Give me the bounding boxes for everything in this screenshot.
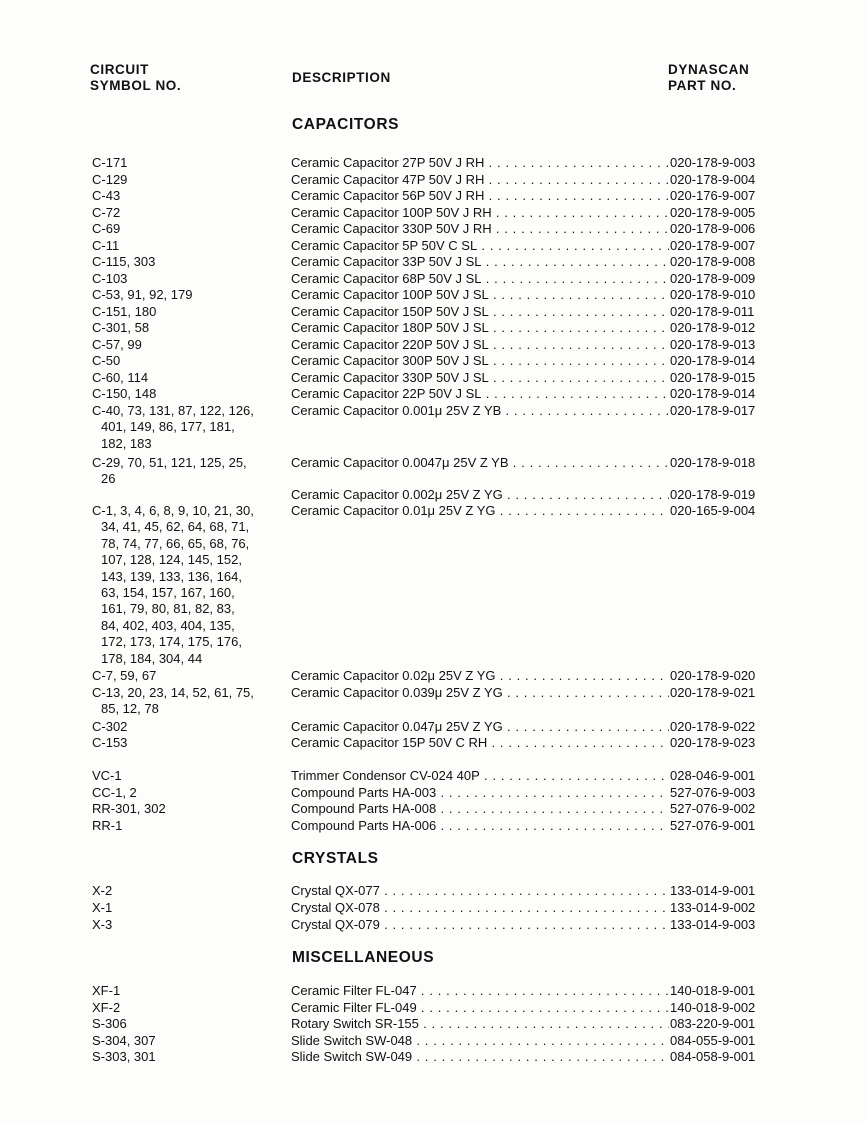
symbol-line: RR-301, 302 <box>92 801 166 816</box>
row-part-number: 020-176-9-007 <box>670 188 756 203</box>
symbol-line: C-72 <box>92 205 121 220</box>
row-description: Ceramic Capacitor 0.02μ 25V Z YG . . . <box>291 668 669 684</box>
row-symbol <box>92 883 288 899</box>
symbol-line: 78, 74, 77, 66, 65, 68, 76, <box>101 535 250 551</box>
row-description: Ceramic Capacitor 0.047μ 25V Z YG . . . <box>291 719 669 735</box>
symbol-line: C-301, 58 <box>92 320 150 335</box>
row-description: Ceramic Capacitor 300P 50V J SL . . . <box>291 353 669 369</box>
symbol-line: XF-1 <box>92 983 121 998</box>
row-symbol <box>92 271 288 287</box>
row-symbol <box>92 287 288 303</box>
symbol-line: C-13, 20, 23, 14, 52, 61, 75, <box>92 685 254 700</box>
row-symbol <box>92 801 288 817</box>
row-description: Ceramic Capacitor 27P 50V J RH . . . <box>291 155 669 171</box>
row-part-number: 020-165-9-004 <box>670 503 756 518</box>
row-symbol <box>92 917 288 933</box>
row-symbol <box>92 188 288 204</box>
row-description: Ceramic Capacitor 33P 50V J SL . . . <box>291 254 669 270</box>
row-description: Ceramic Capacitor 0.0047μ 25V Z YB . . . <box>291 455 669 471</box>
part-no-label: PART NO. <box>668 78 737 93</box>
symbol-line: 178, 184, 304, 44 <box>101 650 203 666</box>
row-description: Ceramic Capacitor 56P 50V J RH . . . <box>291 188 669 204</box>
row-part-number: 020-178-9-011 <box>670 304 755 319</box>
row-part-number: 020-178-9-023 <box>670 735 756 750</box>
description-header: DESCRIPTION <box>292 70 391 85</box>
row-symbol <box>92 337 288 353</box>
symbol-line: C-40, 73, 131, 87, 122, 126, <box>92 403 254 418</box>
row-symbol <box>92 455 288 488</box>
symbol-line: C-11 <box>92 238 120 253</box>
row-description: Ceramic Capacitor 100P 50V J RH . . . <box>291 205 669 221</box>
symbol-line: C-302 <box>92 719 128 734</box>
row-symbol <box>92 403 288 452</box>
symbol-line: RR-1 <box>92 818 123 833</box>
row-description: Crystal QX-077 . . . <box>291 883 669 899</box>
symbol-line: 26 <box>101 471 116 487</box>
symbol-line: C-69 <box>92 221 121 236</box>
row-part-number: 084-058-9-001 <box>670 1049 756 1064</box>
row-symbol <box>92 1016 288 1032</box>
row-part-number: 020-178-9-005 <box>670 205 756 220</box>
symbol-line: C-153 <box>92 735 128 750</box>
row-description: Slide Switch SW-049 . . . <box>291 1049 669 1065</box>
row-part-number: 020-178-9-014 <box>670 353 756 368</box>
symbol-line: 161, 79, 80, 81, 82, 83, <box>101 601 235 617</box>
row-description: Rotary Switch SR-155 . . . <box>291 1016 669 1032</box>
row-part-number: 020-178-9-008 <box>670 254 756 269</box>
row-symbol <box>92 818 288 834</box>
row-part-number: 020-178-9-012 <box>670 320 756 335</box>
row-description: Ceramic Capacitor 150P 50V J SL . . . <box>291 304 669 320</box>
row-symbol <box>92 320 288 336</box>
row-symbol <box>92 983 288 999</box>
symbol-line: 107, 128, 124, 145, 152, <box>101 552 242 568</box>
row-description: Ceramic Capacitor 0.002μ 25V Z YG . . . <box>291 487 669 503</box>
row-part-number: 020-178-9-020 <box>670 668 756 683</box>
row-description: Crystal QX-079 . . . <box>291 917 669 933</box>
row-part-number: 527-076-9-001 <box>670 818 756 833</box>
row-part-number: 020-178-9-013 <box>670 337 756 352</box>
symbol-line: C-129 <box>92 172 128 187</box>
row-part-number: 084-055-9-001 <box>670 1033 756 1048</box>
symbol-line: C-103 <box>92 271 128 286</box>
symbol-line: 401, 149, 86, 177, 181, <box>101 419 235 435</box>
row-part-number: 020-178-9-003 <box>670 155 756 170</box>
row-description: Slide Switch SW-048 . . . <box>291 1033 669 1049</box>
row-symbol <box>92 503 288 667</box>
row-description: Compound Parts HA-003 . . . <box>291 785 669 801</box>
section-title-capacitors: CAPACITORS <box>292 116 400 133</box>
row-part-number: 133-014-9-002 <box>670 900 756 915</box>
section-title-crystals: CRYSTALS <box>292 850 379 867</box>
row-symbol <box>92 370 288 386</box>
row-part-number: 020-178-9-010 <box>670 287 756 302</box>
row-symbol <box>92 668 288 684</box>
row-description: Ceramic Capacitor 5P 50V C SL . . . <box>291 238 669 254</box>
row-description: Ceramic Filter FL-047 . . . <box>291 983 669 999</box>
row-part-number: 140-018-9-002 <box>670 1000 756 1015</box>
row-part-number: 140-018-9-001 <box>670 983 756 998</box>
row-description: Ceramic Capacitor 330P 50V J SL . . . <box>291 370 669 386</box>
row-part-number: 020-178-9-017 <box>670 403 756 418</box>
row-part-number: 020-178-9-021 <box>670 685 756 700</box>
row-part-number: 020-178-9-007 <box>670 238 756 253</box>
row-part-number: 527-076-9-002 <box>670 801 756 816</box>
row-description: Ceramic Capacitor 15P 50V C RH . . . <box>291 735 669 751</box>
row-description: Ceramic Capacitor 68P 50V J SL . . . <box>291 271 669 287</box>
symbol-line: 84, 402, 403, 404, 135, <box>101 617 235 633</box>
row-part-number: 020-178-9-018 <box>670 455 756 470</box>
symbol-line: C-60, 114 <box>92 370 149 385</box>
symbol-line: 34, 41, 45, 62, 64, 68, 71, <box>101 519 250 535</box>
row-symbol <box>92 768 288 784</box>
row-symbol <box>92 735 288 751</box>
symbol-line: C-7, 59, 67 <box>92 668 157 683</box>
row-symbol <box>92 900 288 916</box>
row-description: Ceramic Capacitor 22P 50V J SL . . . <box>291 386 669 402</box>
symbol-line: CC-1, 2 <box>92 785 137 800</box>
row-part-number: 020-178-9-014 <box>670 386 756 401</box>
row-part-number: 028-046-9-001 <box>670 768 756 783</box>
symbol-line: S-304, 307 <box>92 1033 156 1048</box>
row-description: Ceramic Capacitor 220P 50V J SL . . . <box>291 337 669 353</box>
row-description: Trimmer Condensor CV-024 40P . . . <box>291 768 669 784</box>
symbol-line: X-3 <box>92 917 113 932</box>
symbol-line: C-29, 70, 51, 121, 125, 25, <box>92 455 247 470</box>
row-description: Ceramic Capacitor 330P 50V J RH . . . <box>291 221 669 237</box>
row-part-number: 020-178-9-006 <box>670 221 756 236</box>
row-part-number: 083-220-9-001 <box>670 1016 756 1031</box>
row-symbol <box>92 221 288 237</box>
symbol-line: C-57, 99 <box>92 337 142 352</box>
row-part-number: 133-014-9-001 <box>670 883 756 898</box>
row-symbol <box>92 205 288 221</box>
row-part-number: 020-178-9-004 <box>670 172 756 187</box>
symbol-line: C-1, 3, 4, 6, 8, 9, 10, 21, 30, <box>92 503 254 518</box>
row-symbol <box>92 172 288 188</box>
symbol-line: XF-2 <box>92 1000 121 1015</box>
row-description: Ceramic Capacitor 0.001μ 25V Z YB . . . <box>291 403 669 419</box>
row-description: Ceramic Capacitor 0.01μ 25V Z YG . . . <box>291 503 669 519</box>
row-part-number: 133-014-9-003 <box>670 917 756 932</box>
row-description: Ceramic Capacitor 180P 50V J SL . . . <box>291 320 669 336</box>
row-description: Ceramic Filter FL-049 . . . <box>291 1000 669 1016</box>
symbol-line: 182, 183 <box>101 435 152 451</box>
row-part-number: 527-076-9-003 <box>670 785 756 800</box>
symbol-line: C-43 <box>92 188 121 203</box>
row-description: Compound Parts HA-006 . . . <box>291 818 669 834</box>
row-symbol <box>92 304 288 320</box>
symbol-line: X-1 <box>92 900 113 915</box>
symbol-line: S-303, 301 <box>92 1049 156 1064</box>
row-description: Crystal QX-078 . . . <box>291 900 669 916</box>
symbol-line: C-115, 303 <box>92 254 156 269</box>
row-part-number: 020-178-9-019 <box>670 487 756 502</box>
symbol-line: 85, 12, 78 <box>101 701 159 717</box>
symbol-line: X-2 <box>92 883 113 898</box>
row-symbol <box>92 785 288 801</box>
symbol-line: S-306 <box>92 1016 127 1031</box>
row-description: Ceramic Capacitor 100P 50V J SL . . . <box>291 287 669 303</box>
row-part-number: 020-178-9-009 <box>670 271 756 286</box>
symbol-line: C-50 <box>92 353 121 368</box>
row-description: Ceramic Capacitor 0.039μ 25V Z YG . . . <box>291 685 669 701</box>
symbol-line: VC-1 <box>92 768 122 783</box>
symbol-line: 172, 173, 174, 175, 176, <box>101 634 242 650</box>
dynascan-label: DYNASCAN <box>668 62 750 77</box>
row-description: Compound Parts HA-008 . . . <box>291 801 669 817</box>
row-symbol <box>92 719 288 735</box>
row-symbol <box>92 1049 288 1065</box>
row-symbol <box>92 353 288 369</box>
part-no-header <box>668 62 749 94</box>
row-symbol <box>92 1033 288 1049</box>
row-description: Ceramic Capacitor 47P 50V J RH . . . <box>291 172 669 188</box>
row-symbol <box>92 238 288 254</box>
row-part-number: 020-178-9-015 <box>670 370 756 385</box>
row-symbol <box>92 386 288 402</box>
symbol-line: C-171 <box>92 155 128 170</box>
circuit-label: CIRCUIT <box>90 62 149 77</box>
symbol-line: 63, 154, 157, 167, 160, <box>101 585 235 601</box>
row-symbol <box>92 685 288 718</box>
row-symbol <box>92 1000 288 1016</box>
symbol-no-label: SYMBOL NO. <box>90 78 182 93</box>
symbol-line: C-53, 91, 92, 179 <box>92 287 193 302</box>
section-title-miscellaneous: MISCELLANEOUS <box>292 949 435 966</box>
circuit-symbol-header <box>90 62 181 94</box>
row-part-number: 020-178-9-022 <box>670 719 756 734</box>
row-symbol <box>92 155 288 171</box>
symbol-line: C-150, 148 <box>92 386 157 401</box>
symbol-line: C-151, 180 <box>92 304 157 319</box>
symbol-line: 143, 139, 133, 136, 164, <box>101 568 242 584</box>
row-symbol <box>92 254 288 270</box>
